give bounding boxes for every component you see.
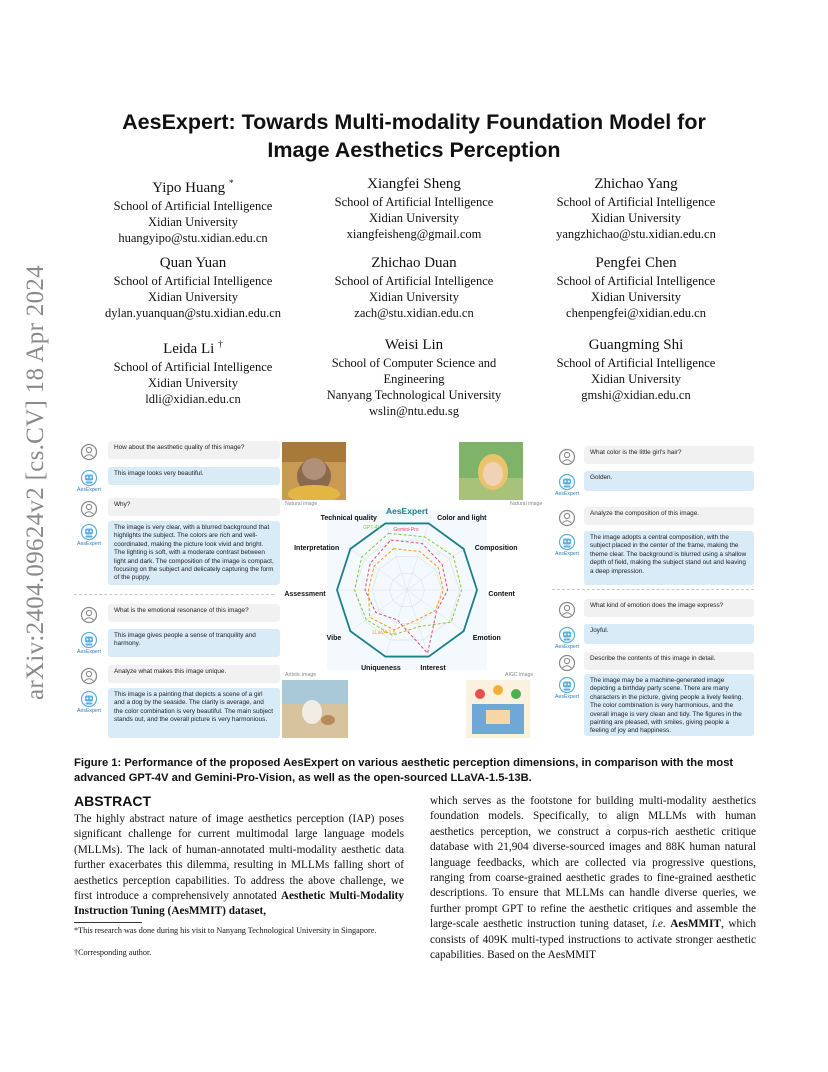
footnote-1: *This research was done during his visit to Nanyang Technological University in Singapore. xyxy=(74,926,377,935)
author-name xyxy=(521,253,751,273)
author-4 xyxy=(299,253,529,321)
chat-divider xyxy=(552,589,754,590)
dataset-name: Aesthetic Multi-Modality Instruction Tuning (AesMMIT) dataset, xyxy=(74,890,405,918)
image-label-natural-1: Natural image xyxy=(285,501,318,507)
author-name xyxy=(78,174,308,198)
assistant-message: Joyful. xyxy=(584,624,754,644)
assistant-message: The image adopts a central composition, with the subject placed in the center of the frame, making the theme clear. The background is blurred using a shallow depth of field, making the subject stand out and leaving a deep impression. xyxy=(584,531,754,585)
radar-chart xyxy=(280,500,534,682)
footnote-2: †Corresponding author. xyxy=(74,948,152,957)
author-email: gmshi@xidian.edu.cn xyxy=(581,388,691,402)
author-affiliation: Xidian University xyxy=(591,290,681,304)
axis-label: Content xyxy=(488,591,515,598)
user-icon xyxy=(80,667,98,685)
author-name xyxy=(78,335,308,359)
user-icon xyxy=(558,509,576,527)
axis-label: Emotion xyxy=(472,634,501,642)
assistant-message: This image gives people a sense of tranquility and harmony. xyxy=(108,629,280,657)
author-affiliation: School of Artificial Intelligence xyxy=(556,195,716,209)
author-name xyxy=(521,174,751,194)
user-message: What color is the little girl's hair? xyxy=(584,446,754,464)
abstract-right-text-1: which serves as the footstone for building multi-modality aesthetics foundation models. Specifically, to align MLLMs with human aesthetics perception, we construct a corpus-rich aesthetic critique database with 21,904 diverse-sourced images and 88K human natural language feedbacks, which are collected via progressive questions, ranging from coarse-grained aesthetic grades to fine-grained aesthetic descriptions. To ensure that MLLMs can handle diverse queries, we further prompt GPT to refine the aesthetic critiques and assemble the large-scale aesthetic instruction tuning dataset, xyxy=(430,795,756,931)
axis-label: Vibe xyxy=(326,634,342,642)
author-affiliation: Engineering xyxy=(383,372,445,386)
user-message: What is the emotional resonance of this image? xyxy=(108,604,280,622)
author-affiliation: School of Artificial Intelligence xyxy=(113,199,273,213)
author-affiliation: School of Artificial Intelligence xyxy=(556,356,716,370)
author-name xyxy=(299,253,529,273)
author-email: zach@stu.xidian.edu.cn xyxy=(354,306,474,320)
figure-1 xyxy=(74,436,754,742)
title-line-1: AesExpert: Towards Multi-modality Foundation Model for xyxy=(122,110,706,134)
footnote-rule xyxy=(74,922,142,923)
author-affiliation: Xidian University xyxy=(148,290,238,304)
robot-icon xyxy=(558,626,576,644)
author-name-text: Leida Li xyxy=(163,341,215,357)
author-email: ldli@xidian.edu.cn xyxy=(145,392,241,406)
author-0 xyxy=(78,174,308,246)
author-affiliation: Xidian University xyxy=(369,290,459,304)
author-affiliation: Nanyang Technological University xyxy=(326,388,502,402)
avatar-label: AesExpert xyxy=(555,551,579,557)
author-affiliation: School of Computer Science and xyxy=(331,356,497,370)
series-label: GPT-4V xyxy=(363,525,381,531)
axis-label: Uniqueness xyxy=(361,664,401,672)
user-message: Why? xyxy=(108,498,280,516)
aesmmit-name: AesMMIT xyxy=(670,918,722,931)
user-icon xyxy=(558,654,576,672)
figure-caption: Figure 1: Performance of the proposed AesExpert on various aesthetic perception dimensions, in comparison with the most advanced GPT-4V and Gemini-Pro-Vision, as well as the open-sourced LLaVA-1.5-13B. xyxy=(74,757,734,784)
assistant-message: This image is a painting that depicts a scene of a girl and a dog by the seaside. The clarity is average, and the color combination is very beautiful. The main subject stands out, and the overall picture is very harmonious. xyxy=(108,688,280,738)
robot-icon xyxy=(80,631,98,649)
author-name-text: Zhichao Yang xyxy=(594,176,678,192)
series-label: LLaVA-1.5 xyxy=(372,630,396,636)
avatar-label: AesExpert xyxy=(77,487,101,493)
chat-divider xyxy=(74,594,274,595)
author-affiliation: Xidian University xyxy=(369,211,459,225)
user-icon xyxy=(80,500,98,518)
author-email: dylan.yuanquan@stu.xidian.edu.cn xyxy=(104,306,282,320)
avatar-label: AesExpert xyxy=(77,708,101,714)
axis-label: Interpretation xyxy=(294,545,340,553)
user-icon xyxy=(558,601,576,619)
author-affiliation: School of Artificial Intelligence xyxy=(334,195,494,209)
author-affiliation: School of Artificial Intelligence xyxy=(556,274,716,288)
author-name xyxy=(521,335,751,355)
author-7 xyxy=(299,335,529,419)
author-name-text: Yipo Huang xyxy=(152,180,226,196)
author-name-text: Zhichao Duan xyxy=(371,255,457,271)
avatar-label: AesExpert xyxy=(77,541,101,547)
author-affiliation: School of Artificial Intelligence xyxy=(334,274,494,288)
author-name xyxy=(299,174,529,194)
series-label: Gemini-Pro xyxy=(393,527,419,533)
puppy-image xyxy=(282,442,346,500)
assistant-message: The image is very clear, with a blurred background that highlights the subject. The colors are rich and well-coordinated, making the picture look vivid and bright. The lighting is soft, with a moderate contrast between light and dark. The composition of the image is compact, focusing on the subject and delicately capturing the form of the puppy. xyxy=(108,521,280,585)
author-email: chenpengfei@xidian.edu.cn xyxy=(566,306,706,320)
image-label-natural-2: Natural image xyxy=(510,501,543,507)
author-name xyxy=(299,335,529,355)
abstract-heading: ABSTRACT xyxy=(74,793,151,809)
author-affiliation: Xidian University xyxy=(591,372,681,386)
author-6 xyxy=(78,335,308,407)
robot-icon xyxy=(80,690,98,708)
user-icon xyxy=(80,443,98,461)
author-affiliation: Xidian University xyxy=(591,211,681,225)
image-label-artistic: Artistic image xyxy=(285,672,317,678)
author-name-text: Pengfei Chen xyxy=(595,255,677,271)
author-email: huangyipo@stu.xidian.edu.cn xyxy=(118,231,268,245)
robot-icon xyxy=(558,473,576,491)
axis-label: Interest xyxy=(420,664,446,672)
abstract-left-column xyxy=(74,812,404,920)
author-name-text: Guangming Shi xyxy=(588,337,684,353)
image-label-aigc: AIGC image xyxy=(505,672,534,678)
avatar-label: AesExpert xyxy=(555,491,579,497)
user-message: Describe the contents of this image in detail. xyxy=(584,652,754,670)
user-message: Analyze the composition of this image. xyxy=(584,507,754,525)
arxiv-identifier: arXiv:2404.09624v2 [cs.CV] 18 Apr 2024 xyxy=(22,265,49,700)
axis-label: Composition xyxy=(474,545,518,553)
author-affiliation: Xidian University xyxy=(148,376,238,390)
series-label: AesExpert xyxy=(385,506,429,516)
author-email: wslin@ntu.edu.sg xyxy=(369,404,459,418)
girl-image xyxy=(459,442,523,500)
avatar-label: AesExpert xyxy=(555,694,579,700)
user-message: How about the aesthetic quality of this image? xyxy=(108,441,280,459)
robot-icon xyxy=(558,676,576,694)
abstract-left-text: The highly abstract nature of image aesthetics perception (IAP) poses significant challenge for current multimodal large language models (MLLMs). The lack of human-annotated multi-modality aesthetic data further exacerbates this dilemma, resulting in MLLMs falling short of aesthetics perception capabilities. To address the above challenge, we first introduce a comprehensively annotated xyxy=(74,813,404,903)
axis-label: Technical quality xyxy=(320,515,377,523)
axis-label: Assessment xyxy=(284,591,326,598)
assistant-message: Golden. xyxy=(584,471,754,491)
user-icon xyxy=(80,606,98,624)
author-name-text: Quan Yuan xyxy=(159,255,227,271)
author-name-text: Xiangfei Sheng xyxy=(367,176,461,192)
assistant-message: This image looks very beautiful. xyxy=(108,467,280,485)
author-affiliation: School of Artificial Intelligence xyxy=(113,360,273,374)
axis-label: Color and light xyxy=(437,515,487,523)
painting-image xyxy=(282,680,348,738)
author-mark: * xyxy=(228,178,234,189)
author-affiliation: Xidian University xyxy=(148,215,238,229)
author-2 xyxy=(521,174,751,242)
author-8 xyxy=(521,335,751,403)
author-affiliation: School of Artificial Intelligence xyxy=(113,274,273,288)
party-image xyxy=(466,680,530,738)
author-name xyxy=(78,253,308,273)
author-name-text: Weisi Lin xyxy=(384,337,444,353)
ie-abbrev: i.e. xyxy=(651,918,666,931)
abstract-right-column xyxy=(430,794,756,963)
author-5 xyxy=(521,253,751,321)
user-message: What kind of emotion does the image express? xyxy=(584,599,754,617)
user-message: Analyze what makes this image unique. xyxy=(108,665,280,683)
user-icon xyxy=(558,448,576,466)
assistant-message: The image may be a machine-generated image depicting a birthday party scene. There are many characters in the picture, giving people a lively feeling. The color combination is very harmonious, and the overall image is very clean and tidy. The figures in the painting are pleased, with smiles, giving people a feeling of joy and happiness. xyxy=(584,674,754,736)
avatar-label: AesExpert xyxy=(555,644,579,650)
author-email: xiangfeisheng@gmail.com xyxy=(346,227,482,241)
title-line-2: Image Aesthetics Perception xyxy=(267,138,561,162)
author-1 xyxy=(299,174,529,242)
robot-icon xyxy=(80,523,98,541)
abstract-right-text-2: , which consists of 409K multi-typed instructions to activate stronger aesthetic capabilities. Based on the AesMMIT xyxy=(430,918,756,962)
author-3 xyxy=(78,253,308,321)
author-email: yangzhichao@stu.xidian.edu.cn xyxy=(556,227,716,241)
avatar-label: AesExpert xyxy=(77,649,101,655)
robot-icon xyxy=(558,533,576,551)
robot-icon xyxy=(80,469,98,487)
author-mark: † xyxy=(218,339,223,350)
paper-title xyxy=(70,108,758,164)
